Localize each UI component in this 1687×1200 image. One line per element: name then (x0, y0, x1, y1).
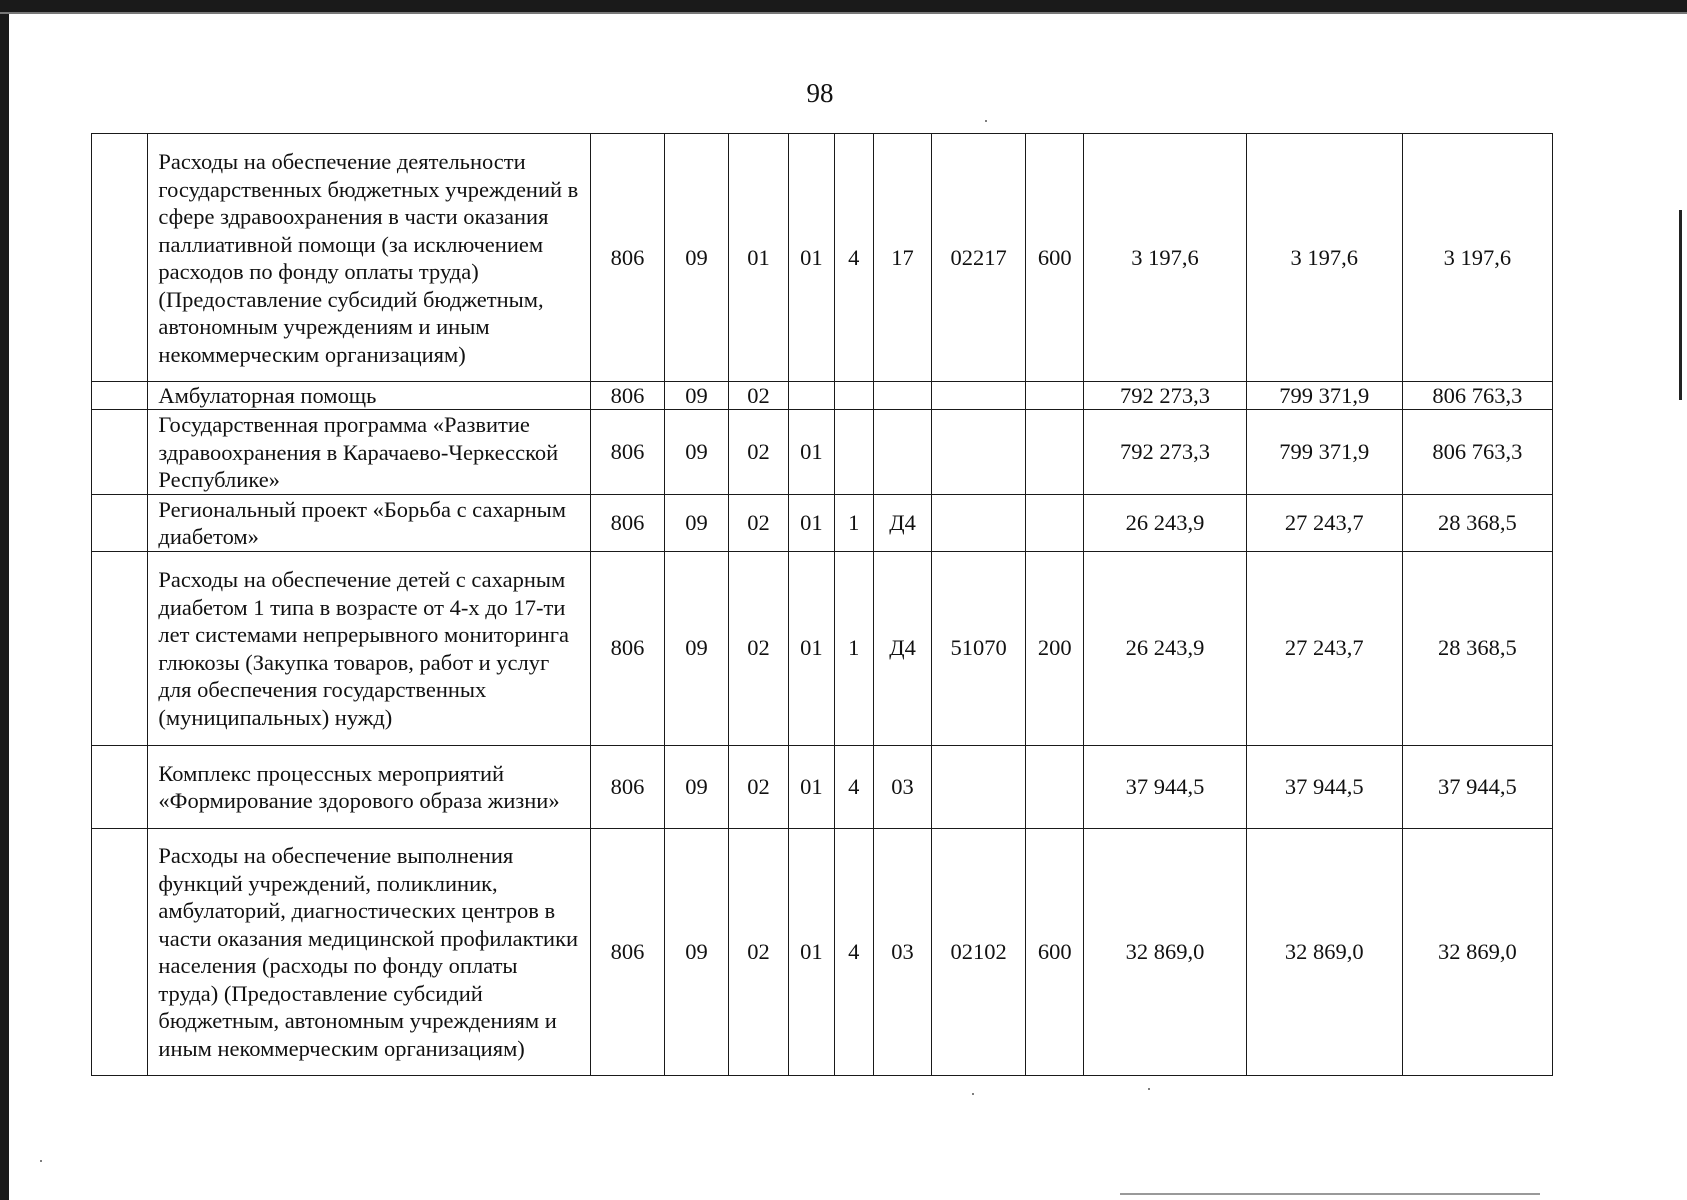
table-row (92, 828, 1553, 1075)
event-code: 03 (873, 828, 931, 1075)
program-code (789, 382, 834, 410)
scan-border-top-shadow (0, 12, 1687, 14)
subsection-code: 02 (728, 382, 788, 410)
scan-mark-right (1679, 210, 1682, 400)
row-number-cell (92, 745, 148, 828)
subsection-code: 02 (728, 410, 788, 495)
ministry-code: 806 (590, 494, 665, 551)
amount-year-1: 3 197,6 (1084, 134, 1246, 382)
direction-code: 02217 (932, 134, 1026, 382)
amount-year-3: 806 763,3 (1402, 410, 1552, 495)
expense-type-code (1025, 410, 1083, 495)
section-code: 09 (665, 134, 728, 382)
ministry-code: 806 (590, 382, 665, 410)
program-code: 01 (789, 134, 834, 382)
ministry-code: 806 (590, 410, 665, 495)
amount-year-2: 799 371,9 (1246, 410, 1402, 495)
amount-year-2: 32 869,0 (1246, 828, 1402, 1075)
expense-type-code (1025, 494, 1083, 551)
expense-type-code: 200 (1025, 551, 1083, 745)
table-row (92, 134, 1553, 382)
direction-code: 02102 (932, 828, 1026, 1075)
program-code: 01 (789, 745, 834, 828)
table-row (92, 410, 1553, 495)
amount-year-3: 37 944,5 (1402, 745, 1552, 828)
event-code (873, 410, 931, 495)
scan-border-top (0, 0, 1687, 12)
subsection-code: 02 (728, 828, 788, 1075)
expense-name: Расходы на обеспечение детей с сахарным диабетом 1 типа в возрасте от 4-х до 17-ти лет системами непрерывного мониторинга глюкозы (Закупка товаров, работ и услуг для обеспечения государственных (муниципальных) нужд) (148, 551, 590, 745)
ministry-code: 806 (590, 551, 665, 745)
scan-border-left (0, 14, 9, 1200)
row-number-cell (92, 828, 148, 1075)
table-row (92, 551, 1553, 745)
row-number-cell (92, 134, 148, 382)
amount-year-3: 28 368,5 (1402, 551, 1552, 745)
amount-year-1: 792 273,3 (1084, 410, 1246, 495)
ministry-code: 806 (590, 134, 665, 382)
table-row (92, 745, 1553, 828)
direction-code (932, 745, 1026, 828)
scan-speck (1148, 1088, 1150, 1090)
section-code: 09 (665, 410, 728, 495)
section-code: 09 (665, 551, 728, 745)
row-number-cell (92, 551, 148, 745)
section-code: 09 (665, 828, 728, 1075)
amount-year-2: 27 243,7 (1246, 551, 1402, 745)
amount-year-3: 806 763,3 (1402, 382, 1552, 410)
ministry-code: 806 (590, 828, 665, 1075)
amount-year-1: 792 273,3 (1084, 382, 1246, 410)
expense-type-code (1025, 745, 1083, 828)
table-row (92, 494, 1553, 551)
program-code: 01 (789, 828, 834, 1075)
type-code: 4 (834, 745, 873, 828)
event-code: Д4 (873, 551, 931, 745)
direction-code (932, 494, 1026, 551)
amount-year-3: 3 197,6 (1402, 134, 1552, 382)
program-code: 01 (789, 494, 834, 551)
program-code: 01 (789, 410, 834, 495)
expense-type-code: 600 (1025, 828, 1083, 1075)
row-number-cell (92, 410, 148, 495)
type-code: 4 (834, 828, 873, 1075)
row-number-cell (92, 494, 148, 551)
scan-speck (985, 120, 987, 122)
section-code: 09 (665, 382, 728, 410)
subsection-code: 02 (728, 494, 788, 551)
amount-year-1: 26 243,9 (1084, 551, 1246, 745)
page-number: 98 (806, 78, 834, 108)
expense-type-code: 600 (1025, 134, 1083, 382)
subsection-code: 02 (728, 745, 788, 828)
amount-year-1: 37 944,5 (1084, 745, 1246, 828)
expense-name: Расходы на обеспечение деятельности государственных бюджетных учреждений в сфере здравоохранения в части оказания паллиативной помощи (за исключением расходов по фонду оплаты труда) (Предоставление субсидий бюджетным, автономным учреждениям и иным некоммерческим организациям) (148, 134, 590, 382)
scan-mark-bottom (1120, 1193, 1540, 1195)
amount-year-1: 32 869,0 (1084, 828, 1246, 1075)
section-code: 09 (665, 494, 728, 551)
amount-year-2: 27 243,7 (1246, 494, 1402, 551)
type-code: 1 (834, 551, 873, 745)
type-code (834, 382, 873, 410)
expense-name: Амбулаторная помощь (148, 382, 590, 410)
amount-year-2: 37 944,5 (1246, 745, 1402, 828)
expense-name: Комплекс процессных мероприятий «Формирование здорового образа жизни» (148, 745, 590, 828)
ministry-code: 806 (590, 745, 665, 828)
event-code (873, 382, 931, 410)
row-number-cell (92, 382, 148, 410)
budget-table (91, 133, 1553, 1076)
type-code: 4 (834, 134, 873, 382)
amount-year-1: 26 243,9 (1084, 494, 1246, 551)
expense-name: Государственная программа «Развитие здравоохранения в Карачаево-Черкесской Республике» (148, 410, 590, 495)
direction-code (932, 382, 1026, 410)
type-code: 1 (834, 494, 873, 551)
scan-speck (40, 1160, 42, 1162)
type-code (834, 410, 873, 495)
direction-code: 51070 (932, 551, 1026, 745)
amount-year-3: 28 368,5 (1402, 494, 1552, 551)
program-code: 01 (789, 551, 834, 745)
expense-name: Региональный проект «Борьба с сахарным диабетом» (148, 494, 590, 551)
subsection-code: 01 (728, 134, 788, 382)
scan-speck (972, 1093, 974, 1095)
subsection-code: 02 (728, 551, 788, 745)
event-code: Д4 (873, 494, 931, 551)
event-code: 17 (873, 134, 931, 382)
expense-type-code (1025, 382, 1083, 410)
amount-year-2: 3 197,6 (1246, 134, 1402, 382)
amount-year-3: 32 869,0 (1402, 828, 1552, 1075)
amount-year-2: 799 371,9 (1246, 382, 1402, 410)
table-row (92, 382, 1553, 410)
section-code: 09 (665, 745, 728, 828)
expense-name: Расходы на обеспечение выполнения функций учреждений, поликлиник, амбулаторий, диагностических центров в части оказания медицинской профилактики населения (расходы по фонду оплаты труда) (Предоставление субсидий бюджетным, автономным учреждениям и иным некоммерческим организациям) (148, 828, 590, 1075)
event-code: 03 (873, 745, 931, 828)
direction-code (932, 410, 1026, 495)
